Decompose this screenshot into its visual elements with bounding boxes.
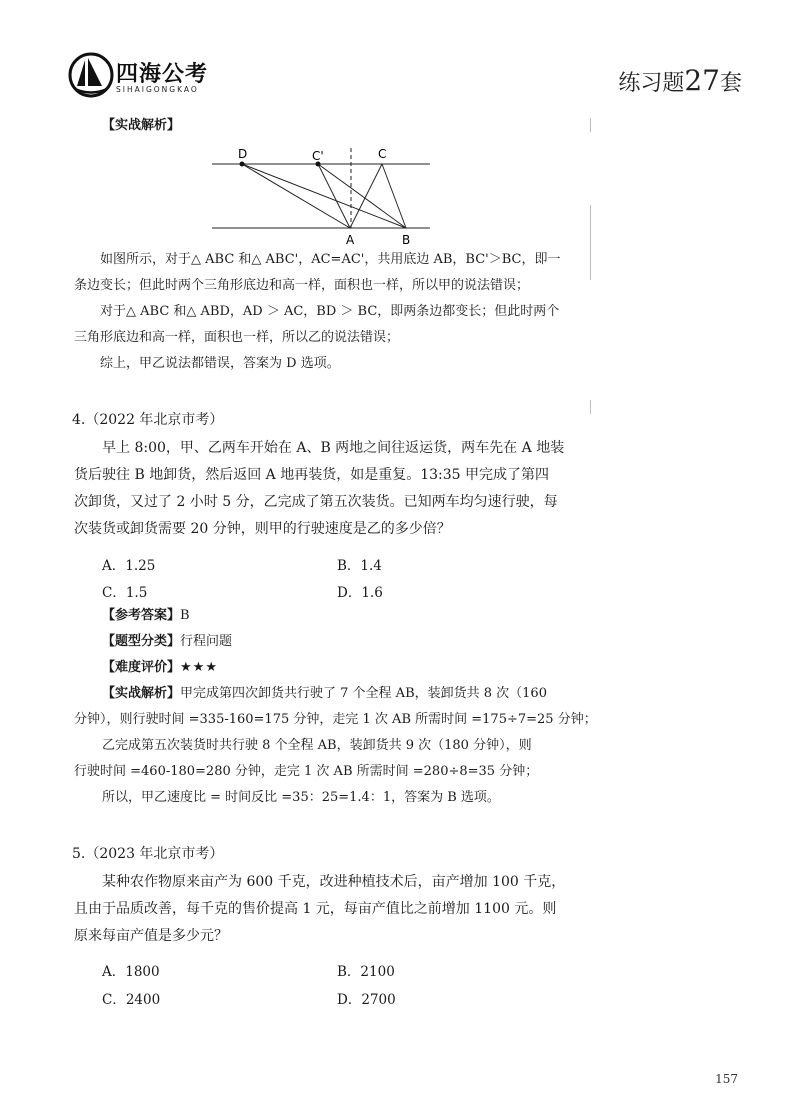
option-c: C．1.5 xyxy=(102,585,148,601)
answer-row xyxy=(102,608,190,624)
label-B: B xyxy=(402,233,411,247)
type-label: 【题型分类】 xyxy=(102,634,181,649)
type-row xyxy=(102,634,232,650)
difficulty-label: 【难度评价】 xyxy=(102,660,181,675)
analysis-line: 行驶时间 =460-180=280 分钟，走完 1 次 AB 所需时间 =280÷8=35 分钟； xyxy=(74,764,539,779)
question-stem-line: 次装货或卸货需要 20 分钟，则甲的行驶速度是乙的多少倍？ xyxy=(74,521,451,537)
option-b: B．2100 xyxy=(337,964,395,980)
option-d: D．2700 xyxy=(337,992,396,1008)
question-number: 4.（2022 年北京市考） xyxy=(72,412,224,428)
series-title-prefix: 练习题 xyxy=(618,71,685,96)
difficulty-row xyxy=(102,660,218,676)
analysis-line: 如图所示，对于△ ABC 和△ ABC'，AC=AC'，共用底边 AB，BC'＞BC，即一 xyxy=(100,252,561,267)
question-stem-line: 且由于品质改善，每千克的售价提高 1 元，每亩产值比之前增加 1100 元。则 xyxy=(74,901,557,917)
segment-DB xyxy=(242,164,406,228)
question-number: 5.（2023 年北京市考） xyxy=(72,846,224,862)
label-A: A xyxy=(346,233,355,247)
margin-rule xyxy=(590,400,591,414)
segment-CpB xyxy=(318,164,406,228)
label-D: D xyxy=(238,148,248,161)
label-C: C xyxy=(378,148,387,161)
question-stem-line: 原来每亩产值是多少元？ xyxy=(74,928,228,944)
page-number: 157 xyxy=(715,1072,738,1086)
option-a: A．1.25 xyxy=(102,558,156,574)
logo-chinese-text: 四海公考 xyxy=(116,62,209,87)
page-header xyxy=(0,0,800,110)
option-a: A．1800 xyxy=(102,964,160,980)
series-title-number: 27 xyxy=(684,64,720,97)
analysis-line: 甲完成第四次卸货共行驶了 7 个全程 AB，装卸货共 8 次（160 xyxy=(180,686,547,701)
answer-value: B xyxy=(180,608,190,623)
analysis-row xyxy=(102,686,547,702)
series-title xyxy=(618,64,742,97)
question-stem-line: 早上 8:00，甲、乙两车开始在 A、B 两地之间往返运货，两车先在 A 地装 xyxy=(102,440,565,456)
question-stem-line: 次卸货，又过了 2 小时 5 分，乙完成了第五次装货。已知两车均匀速行驶，每 xyxy=(74,494,558,510)
triangle-diagram xyxy=(210,148,540,248)
option-b: B．1.4 xyxy=(337,558,382,574)
option-c: C．2400 xyxy=(102,992,161,1008)
question-stem-line: 货后驶往 B 地卸货，然后返回 A 地再装货，如是重复。13:35 甲完成了第四 xyxy=(74,467,549,483)
segment-CA xyxy=(350,164,382,228)
analysis-line: 三角形底边和高一样，面积也一样，所以乙的说法错误； xyxy=(74,330,400,345)
answer-label: 【参考答案】 xyxy=(102,608,181,623)
logo-english-text: SIHAIGONGKAO xyxy=(116,85,199,94)
analysis-line: 对于△ ABC 和△ ABD，AD ＞ AC，BD ＞ BC，即两条边都变长；但此时两个 xyxy=(100,304,560,319)
type-value: 行程问题 xyxy=(180,634,233,649)
analysis-label: 【实战解析】 xyxy=(102,686,181,701)
point-D xyxy=(240,162,245,167)
series-title-suffix: 套 xyxy=(719,71,742,96)
option-d: D．1.6 xyxy=(337,585,383,601)
analysis-line: 分钟），则行驶时间 =335-160=175 分钟，走完 1 次 AB 所需时间 =175÷7=25 分钟； xyxy=(74,712,597,727)
brand-logo xyxy=(68,52,238,100)
segment-CB xyxy=(382,164,406,228)
difficulty-stars: ★★★ xyxy=(180,660,218,675)
label-Cp: C' xyxy=(312,149,324,163)
analysis-line: 综上，甲乙说法都错误，答案为 D 选项。 xyxy=(100,356,340,371)
margin-rule xyxy=(590,118,591,132)
analysis-line: 条边变长；但此时两个三角形底边和高一样，面积也一样，所以甲的说法错误； xyxy=(74,278,530,293)
sailboat-logo-icon xyxy=(68,52,114,98)
analysis-heading: 【实战解析】 xyxy=(102,118,181,133)
question-stem-line: 某种农作物原来亩产为 600 千克，改进种植技术后，亩产增加 100 千克， xyxy=(102,874,566,890)
margin-rule xyxy=(590,205,591,280)
analysis-line: 乙完成第五次装货时共行驶 8 个全程 AB，装卸货共 9 次（180 分钟），则 xyxy=(102,738,532,753)
analysis-line: 所以，甲乙速度比 = 时间反比 =35：25=1.4：1，答案为 B 选项。 xyxy=(102,790,500,805)
